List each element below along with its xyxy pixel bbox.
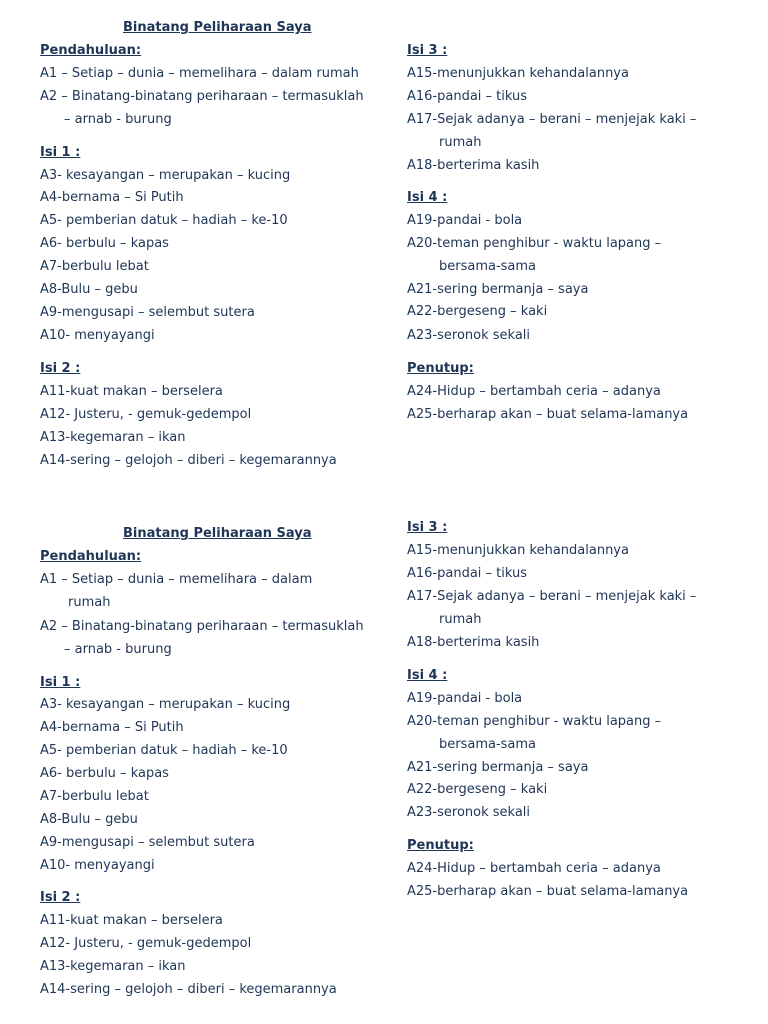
doc1-item-a2-cont: – arnab - burung xyxy=(64,112,172,127)
doc1-item-a10: A10- menyayangi xyxy=(40,328,155,343)
doc1-item-a11: A11-kuat makan – berselera xyxy=(40,384,223,399)
doc2-item-a18: A18-berterima kasih xyxy=(407,635,540,650)
doc1-heading-isi4: Isi 4 : xyxy=(407,190,448,205)
doc2-item-a2-cont: – arnab - burung xyxy=(64,642,172,657)
doc2-item-a7: A7-berbulu lebat xyxy=(40,789,149,804)
doc1-item-a15: A15-menunjukkan kehandalannya xyxy=(407,66,629,81)
doc2-item-a13: A13-kegemaran – ikan xyxy=(40,959,186,974)
doc2-item-a9: A9-mengusapi – selembut sutera xyxy=(40,835,255,850)
doc2-item-a20: A20-teman penghibur - waktu lapang – xyxy=(407,714,662,729)
doc2-heading-isi3: Isi 3 : xyxy=(407,520,448,535)
doc2-item-a20-cont: bersama-sama xyxy=(439,737,537,752)
doc1-item-a2: A2 – Binatang-binatang periharaan – termasuklah xyxy=(40,89,364,104)
doc1-item-a14: A14-sering – gelojoh – diberi – kegemarannya xyxy=(40,453,337,468)
doc1-title: Binatang Peliharaan Saya xyxy=(123,20,312,35)
doc1-item-a5: A5- pemberian datuk – hadiah – ke-10 xyxy=(40,213,288,228)
doc1-item-a8: A8-Bulu – gebu xyxy=(40,282,138,297)
doc1-item-a23: A23-seronok sekali xyxy=(407,328,531,343)
doc1-heading-penutup: Penutup: xyxy=(407,361,474,376)
doc2-item-a3: A3- kesayangan – merupakan – kucing xyxy=(40,697,291,712)
doc2-title: Binatang Peliharaan Saya xyxy=(123,526,312,541)
doc1-item-a16: A16-pandai – tikus xyxy=(407,89,528,104)
doc2-item-a5: A5- pemberian datuk – hadiah – ke-10 xyxy=(40,743,288,758)
doc1-item-a20-cont: bersama-sama xyxy=(439,259,537,274)
doc2-item-a19: A19-pandai - bola xyxy=(407,691,523,706)
doc2-item-a11: A11-kuat makan – berselera xyxy=(40,913,223,928)
doc1-item-a13: A13-kegemaran – ikan xyxy=(40,430,186,445)
doc1-item-a7: A7-berbulu lebat xyxy=(40,259,149,274)
doc1-item-a12: A12- Justeru, - gemuk-gedempol xyxy=(40,407,252,422)
doc1-item-a17-cont: rumah xyxy=(439,135,482,150)
doc2-item-a14: A14-sering – gelojoh – diberi – kegemarannya xyxy=(40,982,337,997)
doc2-heading-isi1: Isi 1 : xyxy=(40,675,81,690)
doc2-item-a23: A23-seronok sekali xyxy=(407,805,531,820)
doc1-item-a24: A24-Hidup – bertambah ceria – adanya xyxy=(407,384,661,399)
doc1-heading-isi3: Isi 3 : xyxy=(407,43,448,58)
doc1-item-a4: A4-bernama – Si Putih xyxy=(40,190,184,205)
doc2-item-a10: A10- menyayangi xyxy=(40,858,155,873)
doc2-heading-pendahuluan: Pendahuluan: xyxy=(40,549,142,564)
doc2-item-a8: A8-Bulu – gebu xyxy=(40,812,138,827)
doc2-item-a24: A24-Hidup – bertambah ceria – adanya xyxy=(407,861,661,876)
doc1-item-a19: A19-pandai - bola xyxy=(407,213,523,228)
doc1-item-a6: A6- berbulu – kapas xyxy=(40,236,169,251)
doc2-item-a12: A12- Justeru, - gemuk-gedempol xyxy=(40,936,252,951)
doc2-item-a16: A16-pandai – tikus xyxy=(407,566,528,581)
doc1-item-a1: A1 – Setiap – dunia – memelihara – dalam rumah xyxy=(40,66,359,81)
doc1-heading-pendahuluan: Pendahuluan: xyxy=(40,43,142,58)
doc2-item-a2: A2 – Binatang-binatang periharaan – termasuklah xyxy=(40,619,364,634)
doc1-heading-isi2: Isi 2 : xyxy=(40,361,81,376)
doc2-item-a1-cont: rumah xyxy=(68,595,111,610)
doc2-item-a4: A4-bernama – Si Putih xyxy=(40,720,184,735)
doc1-item-a21: A21-sering bermanja – saya xyxy=(407,282,589,297)
doc1-item-a17: A17-Sejak adanya – berani – menjejak kaki – xyxy=(407,112,697,127)
doc2-item-a17-cont: rumah xyxy=(439,612,482,627)
doc1-item-a9: A9-mengusapi – selembut sutera xyxy=(40,305,255,320)
doc2-item-a22: A22-bergeseng – kaki xyxy=(407,782,548,797)
doc2-item-a1: A1 – Setiap – dunia – memelihara – dalam xyxy=(40,572,313,587)
doc2-item-a6: A6- berbulu – kapas xyxy=(40,766,169,781)
doc1-item-a3: A3- kesayangan – merupakan – kucing xyxy=(40,168,291,183)
doc2-item-a17: A17-Sejak adanya – berani – menjejak kaki – xyxy=(407,589,697,604)
doc2-heading-isi4: Isi 4 : xyxy=(407,668,448,683)
doc1-item-a22: A22-bergeseng – kaki xyxy=(407,304,548,319)
doc1-heading-isi1: Isi 1 : xyxy=(40,145,81,160)
doc2-item-a25: A25-berharap akan – buat selama-lamanya xyxy=(407,884,689,899)
doc1-item-a20: A20-teman penghibur - waktu lapang – xyxy=(407,236,662,251)
doc2-heading-isi2: Isi 2 : xyxy=(40,890,81,905)
doc1-item-a18: A18-berterima kasih xyxy=(407,158,540,173)
doc2-item-a21: A21-sering bermanja – saya xyxy=(407,760,589,775)
doc2-heading-penutup: Penutup: xyxy=(407,838,474,853)
doc1-item-a25: A25-berharap akan – buat selama-lamanya xyxy=(407,407,689,422)
doc2-item-a15: A15-menunjukkan kehandalannya xyxy=(407,543,629,558)
